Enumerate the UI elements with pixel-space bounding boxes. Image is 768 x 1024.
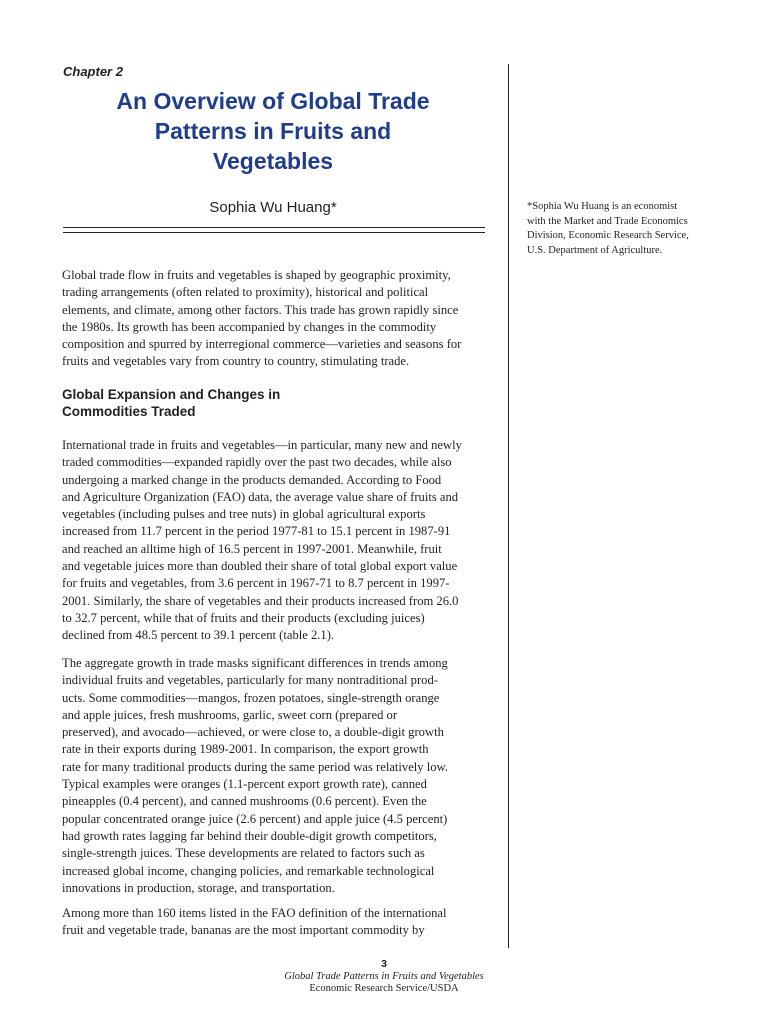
paragraph-line: rate for many traditional products during the same period was relatively low. [62,759,448,774]
paragraph-line: undergoing a marked change in the products demanded. According to Food [62,472,442,487]
publication-title: Global Trade Patterns in Fruits and Vegetables [284,970,484,982]
paragraph-line: and reached an alltime high of 16.5 percent in 1997-2001. Meanwhile, fruit [62,541,442,556]
paragraph-line: vegetables (including pulses and tree nuts) in global agricultural exports [62,507,426,522]
paragraph-line: The aggregate growth in trade masks significant differences in trends among [62,656,448,670]
paragraph-line: and vegetable juices more than doubled their share of total global export value [62,559,458,574]
section-heading-line: Global Expansion and Changes in [62,387,281,402]
paragraph-line: 2001. Similarly, the share of vegetables and their products increased from 26.0 [62,593,459,608]
paragraph-line: pineapples (0.4 percent), and canned mushrooms (0.6 percent). Even the [62,794,427,809]
paragraph-line: International trade in fruits and vegetables—in particular, many new and newly [62,438,462,452]
paragraph-line: the 1980s. Its growth has been accompanied by changes in the commodity [62,319,437,334]
paragraph-line: and Agriculture Organization (FAO) data, the average value share of fruits and [62,489,459,504]
paragraph-line: and apple juices, fresh mushrooms, garlic, sweet corn (prepared or [62,707,398,722]
title-double-rule [63,227,485,233]
column-divider [508,64,509,948]
paragraph-line: single-strength juices. These developments are related to factors such as [62,846,425,861]
page-title-line: An Overview of Global Trade [116,88,430,114]
paragraph-line: traded commodities—expanded rapidly over the past two decades, while also [62,455,452,470]
body-paragraph-expansion [62,437,497,645]
page-title [62,86,484,176]
paragraph-line: Among more than 160 items listed in the FAO definition of the international [62,906,447,920]
author-footnote [527,200,717,258]
footnote-line: *Sophia Wu Huang is an economist [527,201,678,212]
body-paragraph-bananas [62,905,497,940]
page-footer [260,958,508,996]
paragraph-line: individual fruits and vegetables, particularly for many nontraditional prod- [62,673,438,688]
paragraph-line: elements, and climate, among other factors. This trade has grown rapidly since [62,302,459,317]
footnote-line: U.S. Department of Agriculture. [527,244,663,256]
paragraph-line: declined from 48.5 percent to 39.1 percent (table 2.1). [62,628,335,643]
paragraph-line: Global trade flow in fruits and vegetables is shaped by geographic proximity, [62,268,451,282]
paragraph-line: preserved), and avocado—achieved, or were close to, a double-digit growth [62,725,444,740]
paragraph-line: had growth rates lagging far behind their double-digit growth competitors, [62,828,437,843]
page-title-line: Patterns in Fruits and [154,118,392,144]
body-paragraph-intro [62,267,497,371]
paragraph-line: for fruits and vegetables, from 3.6 percent in 1967-71 to 8.7 percent in 1997- [62,576,450,591]
paragraph-line: popular concentrated orange juice (2.6 percent) and apple juice (4.5 percent) [62,811,448,826]
paragraph-line: to 32.7 percent, while that of fruits and their products (excluding juices) [62,610,425,625]
paragraph-line: increased global income, changing policies, and remarkable technological [62,863,435,878]
paragraph-line: composition and spurred by interregional commerce—varieties and seasons for [62,337,462,352]
paragraph-line: fruits and vegetables vary from country to country, stimulating trade. [62,354,410,369]
section-heading [62,386,280,420]
paragraph-line: fruit and vegetable trade, bananas are the most important commodity by [62,923,425,938]
author-name: Sophia Wu Huang* [209,199,337,216]
paragraph-line: Typical examples were oranges (1.1-percent export growth rate), canned [62,777,427,792]
section-heading-line: Commodities Traded [62,404,196,419]
body-paragraph-trends [62,655,497,897]
paragraph-line: rate in their exports during 1989-2001. In comparison, the export growth [62,742,429,757]
paragraph-line: ucts. Some commodities—mangos, frozen potatoes, single-strength orange [62,690,440,705]
publisher-organization: Economic Research Service/USDA [309,983,459,994]
page-number: 3 [381,958,387,970]
footnote-line: with the Market and Trade Economics [527,215,688,227]
paragraph-line: increased from 11.7 percent in the period 1977-81 to 15.1 percent in 1987-91 [62,524,451,539]
footnote-line: Division, Economic Research Service, [527,230,689,241]
page-title-line: Vegetables [212,148,334,174]
chapter-label: Chapter 2 [63,64,123,79]
paragraph-line: innovations in production, storage, and transportation. [62,880,335,895]
paragraph-line: trading arrangements (often related to proximity), historical and political [62,285,429,300]
